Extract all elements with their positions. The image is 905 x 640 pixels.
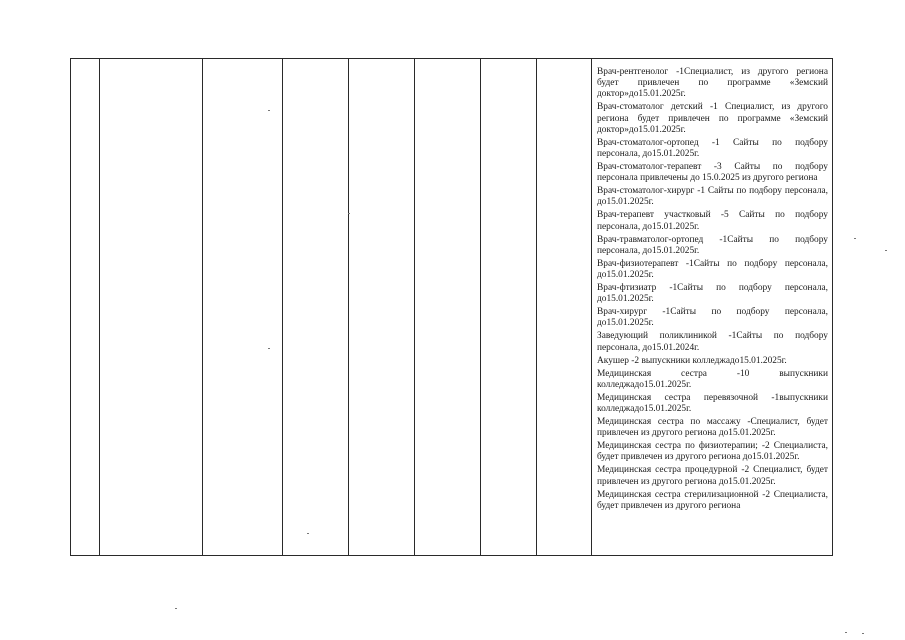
column-divider — [591, 59, 592, 555]
scan-speck — [885, 250, 887, 251]
column-divider — [282, 59, 283, 555]
staff-entry: Медицинская сестра перевязочной -1выпускники колледжадо15.01.2025г. — [597, 392, 828, 415]
scan-speck — [268, 348, 270, 349]
staff-entry: Врач-стоматолог-хирург -1 Сайты по подбору персонала, до15.01.2025г. — [597, 186, 828, 208]
staff-entry: Врач-стоматолог-ортопед -1 Сайты по подбору персонала, до15.01.2025г. — [597, 137, 828, 160]
staff-entry: Врач-стоматолог детский -1 Специалист, из другого региона будет привлечен по программе «Земский доктор»до15.01.2025г. — [597, 102, 828, 135]
scan-speck — [175, 608, 177, 609]
staff-entry: Медицинская сестра по физиотерапии; -2 Специалиста, будет привлечен из другого региона до15.01.2025г. — [597, 441, 828, 463]
column-divider — [414, 59, 415, 555]
staff-entry: Медицинская сестра по массажу -Специалист, будет привлечен из другого региона до15.01.2025г. — [597, 417, 828, 439]
staff-entry: Врач-терапевт участковый -5 Сайты по подбору персонала, до15.01.2025г. — [597, 210, 828, 232]
staff-entry: Заведующий поликлиникой -1Сайты по подбору персонала, до15.01.2024г. — [597, 331, 828, 353]
column-divider — [99, 59, 100, 555]
scan-speck — [854, 238, 856, 239]
column-divider — [480, 59, 481, 555]
staffing-table — [70, 58, 833, 556]
scan-speck — [845, 632, 847, 633]
scan-speck — [348, 213, 350, 214]
staff-entry: Медицинская сестра -10 выпускники колледжадо15.01.2025г. — [597, 368, 828, 390]
staff-entry: Врач-физиотерапевт -1Сайты по подбору персонала, до15.01.2025г. — [597, 258, 828, 281]
scan-speck — [307, 533, 309, 534]
staff-entry: Врач-травматолог-ортопед -1Сайты по подбору персонала, до15.01.2025г. — [597, 234, 828, 256]
staff-entry: Врач-хирург -1Сайты по подбору персонала, до15.01.2025г. — [597, 307, 828, 329]
column-divider — [202, 59, 203, 555]
staff-entry: Акушер -2 выпускники колледжадо15.01.2025г. — [597, 355, 787, 366]
column-divider — [536, 59, 537, 555]
staff-entry: Медицинская сестра стерилизационной -2 Специалиста, будет привлечен из другого региона — [597, 489, 828, 511]
scan-speck — [862, 633, 864, 634]
column-divider — [348, 59, 349, 555]
recruitment-plan-cell — [597, 67, 828, 514]
staff-entry: Врач-фтизиатр -1Сайты по подбору персонала, до15.01.2025г. — [597, 283, 828, 305]
scan-speck — [268, 110, 270, 111]
staff-entry: Медицинская сестра процедурной -2 Специалист, будет привлечен из другого региона до15.01.2025г. — [597, 465, 828, 487]
staff-entry: Врач-рентгенолог -1Специалист, из другого региона будет привлечен по программе «Земский доктор»до15.01.2025г. — [597, 67, 828, 100]
staff-entry: Врач-стоматолог-терапевт -3 Сайты по подбору персонала привлечены до 15.0.2025 из другого региона — [597, 162, 828, 184]
